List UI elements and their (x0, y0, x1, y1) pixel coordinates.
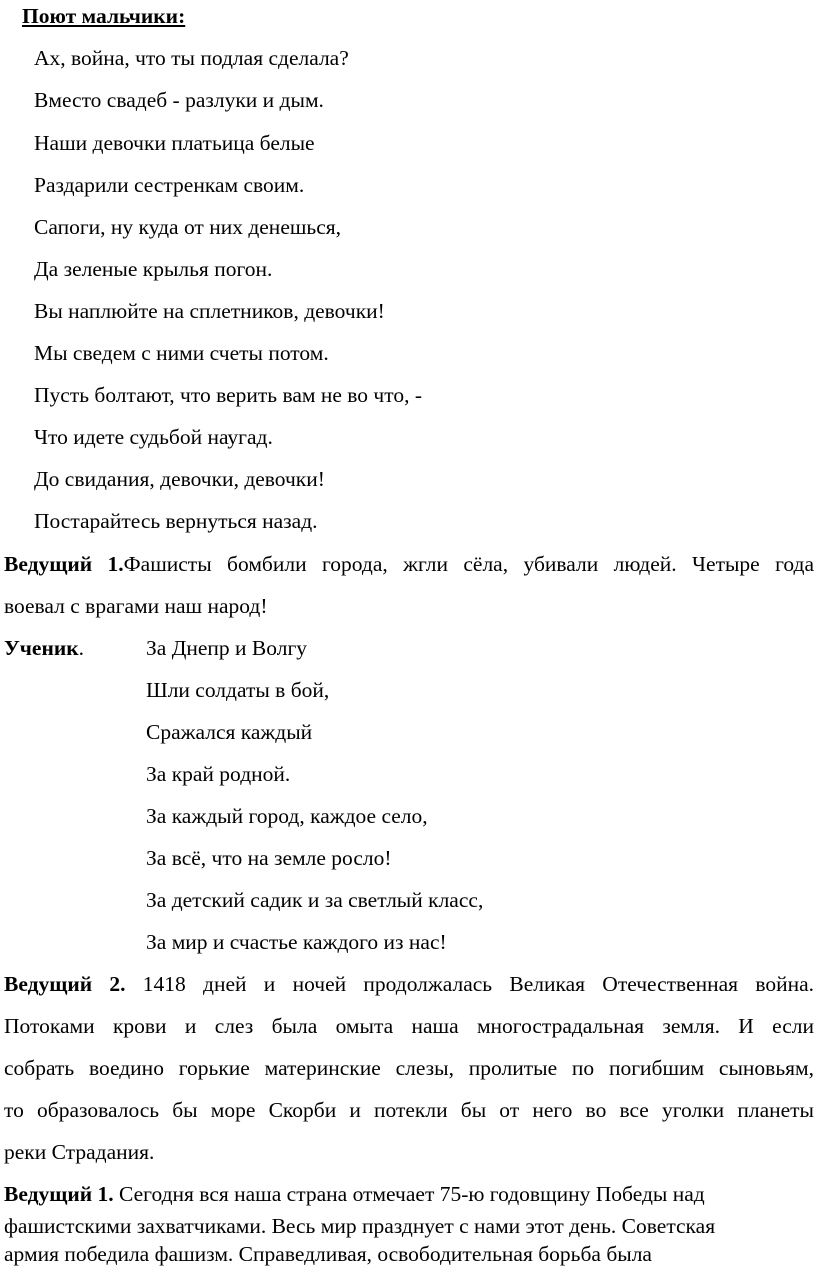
host1-paragraph-line (4, 554, 814, 576)
section-heading-boys-sing: Поют мальчики: (22, 4, 186, 28)
verse-line: Что идете судьбой наугад. (34, 425, 273, 449)
verse-line: Вы наплюйте на сплетников, девочки! (34, 299, 385, 323)
host1-second-paragraph-line: фашистскими захватчиками. Весь мир празднует с нами этот день. Советская (4, 1214, 716, 1238)
paragraph-text: Сегодня вся наша страна отмечает 75-ю годовщину Победы над (113, 1182, 705, 1206)
verse-line: Ах, война, что ты подлая сделала? (34, 46, 349, 70)
verse-line: Сапоги, ну куда от них денешься, (34, 215, 342, 239)
verse-line: Мы сведем с ними счеты потом. (34, 341, 329, 365)
paragraph-text: 1418 дней и ночей продолжалась Великая Отечественная война. (125, 972, 815, 996)
student-verse-line: За Днепр и Волгу (146, 636, 308, 660)
student-speaker (4, 638, 84, 660)
host2-paragraph-line: Потоками крови и слез была омыта наша многострадальная земля. И если (4, 1014, 814, 1038)
verse-line: До свидания, девочки, девочки! (34, 467, 325, 491)
host2-paragraph-line: собрать воедино горькие материнские слезы, пролитые по погибшим сыновьям, (4, 1056, 814, 1080)
student-verse-line: Сражался каждый (146, 720, 313, 744)
host1-second-paragraph-line: армия победила фашизм. Справедливая, освободительная борьба была (4, 1242, 652, 1266)
host2-paragraph-line: то образовалось бы море Скорби и потекли бы от него во все уголки планеты (4, 1098, 814, 1122)
host2-paragraph-line: реки Страдания. (4, 1140, 155, 1164)
student-verse-line: За каждый город, каждое село, (146, 804, 428, 828)
student-verse-line: За край родной. (146, 762, 291, 786)
student-verse-line: За мир и счастье каждого из нас! (146, 930, 447, 954)
host2-paragraph-line (4, 974, 814, 996)
student-verse-line: Шли солдаты в бой, (146, 678, 330, 702)
speaker-dot: . (78, 636, 84, 660)
student-verse-line: За детский садик и за светлый класс, (146, 888, 484, 912)
verse-line: Пусть болтают, что верить вам не во что, - (34, 383, 423, 407)
speaker-label: Ведущий 1. (4, 552, 124, 576)
speaker-label: Ведущий 1. (4, 1182, 114, 1206)
verse-line: Постарайтесь вернуться назад. (34, 509, 318, 533)
speaker-label: Ученик (4, 636, 79, 660)
verse-line: Да зеленые крылья погон. (34, 257, 273, 281)
host1-second-paragraph-line (4, 1184, 705, 1206)
verse-line: Раздарили сестренкам своим. (34, 173, 305, 197)
student-verse-line: За всё, что на земле росло! (146, 846, 392, 870)
verse-line: Вместо свадеб - разлуки и дым. (34, 88, 324, 112)
host1-paragraph-line: воевал с врагами наш народ! (4, 594, 268, 618)
speaker-label: Ведущий 2. (4, 972, 126, 996)
paragraph-text: Фашисты бомбили города, жгли сёла, убивали людей. Четыре года (123, 552, 814, 576)
verse-line: Наши девочки платьица белые (34, 131, 315, 155)
